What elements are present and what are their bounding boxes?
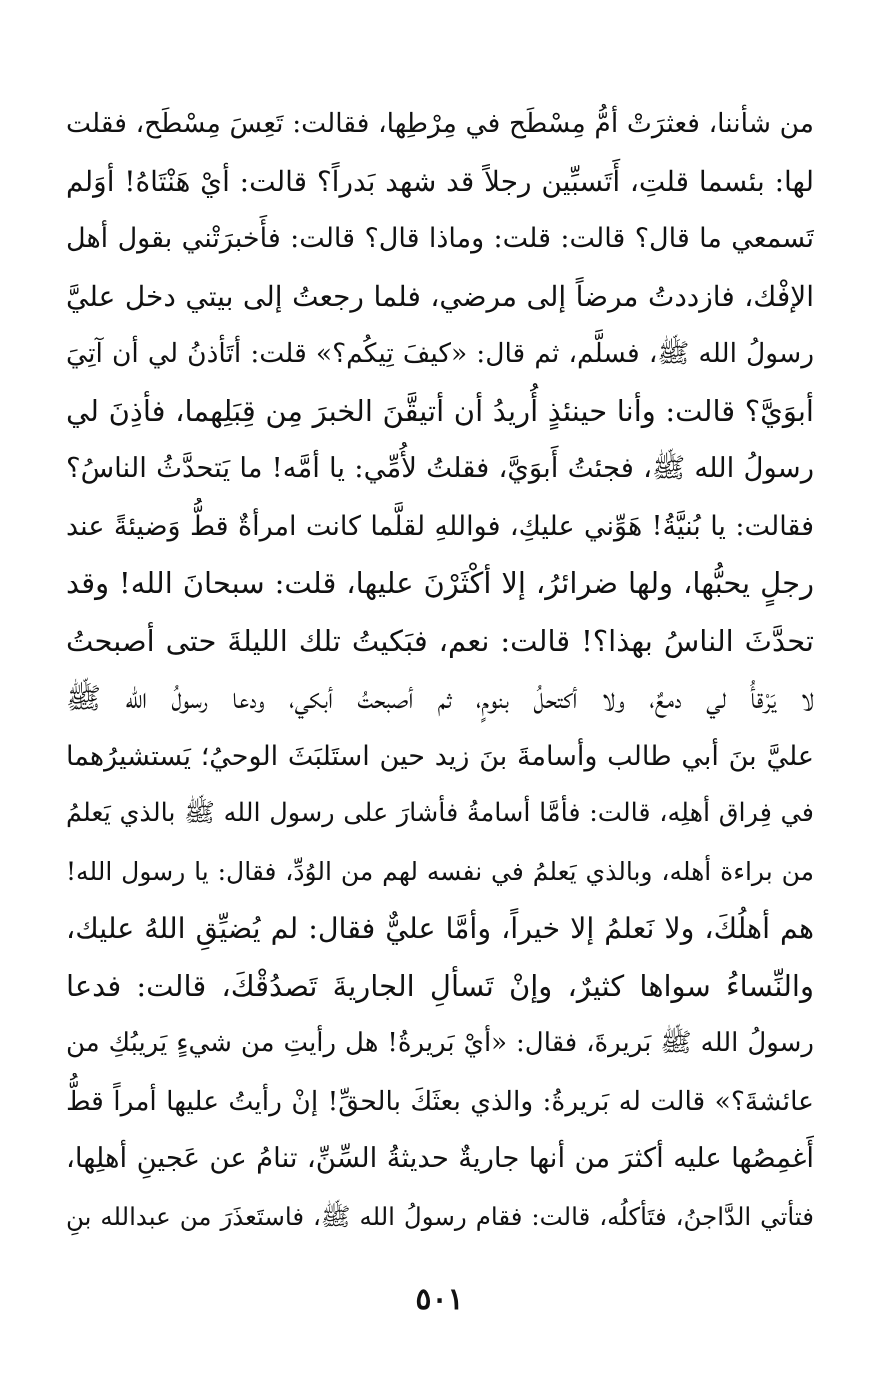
text-line: أبوَيَّ؟ قالت: وأنا حينئذٍ أُريدُ أن أتيقَّنَ الخبرَ مِن قِبَلِهما، فأذِنَ لي (66, 393, 814, 428)
text-line: تحدَّثَ الناسُ بهذا؟! قالت: نعم، فبَكيتُ تلك الليلةَ حتى أصبحتُ (66, 623, 814, 658)
text-line: والنِّساءُ سواها كثيرٌ، وإنْ تَسألِ الجاريةَ تَصدُقْكَ، قالت: فدعا (66, 968, 814, 1003)
text-line: أَغمِصُها عليه أكثرَ من أنها جاريةٌ حديثةُ السِّنِّ، تنامُ عن عَجينِ أهلِها، (66, 1142, 814, 1174)
text-line: من براءة أهله، وبالذي يَعلمُ في نفسه لهم من الوُدِّ، فقال: يا رسول الله! (66, 856, 814, 886)
text-line: لا يَرْقأُ لي دمعٌ، ولا أكتحلُ بنومٍ، ثم أصبحتُ أبكي، ودعا رسولُ الله ﷺ (66, 681, 814, 715)
text-line: فقالت: يا بُنيَّةُ! هَوِّني عليكِ، فواللهِ لقلَّما كانت امرأةٌ قطُّ وَضيئةً عند (66, 510, 814, 542)
page-number: ٥٠١ (415, 1282, 464, 1317)
text-line: هم أهلُكَ، ولا نَعلمُ إلا خيراً، وأمَّا عليٌّ فقال: لم يُضيِّقِ اللهُ عليك، (66, 912, 814, 945)
text-line: رجلٍ يحبُّها، ولها ضرائرُ، إلا أكْثَرْنَ عليها، قلت: سبحانَ الله! وقد (66, 566, 814, 600)
text-line: الإفْك، فازددتُ مرضاً إلى مرضي، فلما رجعتُ إلى بيتي دخل عليَّ (66, 279, 814, 313)
text-line: من شأننا، فعثرَتْ أمُّ مِسْطَح في مِرْطِها، فقالت: تَعِسَ مِسْطَح، فقلت (66, 108, 814, 139)
text-line: رسولُ الله ﷺ بَريرةَ، فقال: «أيْ بَريرةُ! هل رأيتِ من شيءٍ يَريبُكِ من (66, 1028, 814, 1058)
text-line: تَسمعي ما قال؟ قالت: قلت: وماذا قال؟ قالت: فأَخبرَتْني بقول أهل (66, 223, 814, 254)
text-line: رسولُ الله ﷺ، فجئتُ أَبوَيَّ، فقلتُ لأُمِّي: يا أمَّه! ما يَتحدَّثُ الناسُ؟ (66, 452, 814, 484)
text-line: لها: بئسما قلتِ، أَتَسبِّين رجلاً قد شهد بَدراً؟ قالت: أيْ هَنْتَاهُ! أوَلم (66, 164, 814, 198)
text-line: عائشةَ؟» قالت له بَريرةُ: والذي بعثَكَ بالحقِّ! إنْ رأيتُ عليها أمراً قطُّ (66, 1085, 814, 1117)
body-text (66, 95, 814, 1245)
text-line: رسولُ الله ﷺ، فسلَّم، ثم قال: «كيفَ تِيكُم؟» قلت: أتَأذنُ لي أن آتِيَ (66, 338, 814, 369)
text-line: فتأتي الدَّاجنُ، فتَأكلُه، قالت: فقام رسولُ الله ﷺ، فاستَعذَرَ من عبدالله بنِ (66, 1201, 814, 1231)
text-line: عليَّ بنَ أبي طالب وأسامةَ بنَ زيد حين استَلبَثَ الوحيُ؛ يَستشيرُهما (66, 740, 814, 772)
text-line: في فِراق أهلِه، قالت: فأمَّا أسامةُ فأشارَ على رسول الله ﷺ بالذي يَعلمُ (66, 798, 814, 828)
